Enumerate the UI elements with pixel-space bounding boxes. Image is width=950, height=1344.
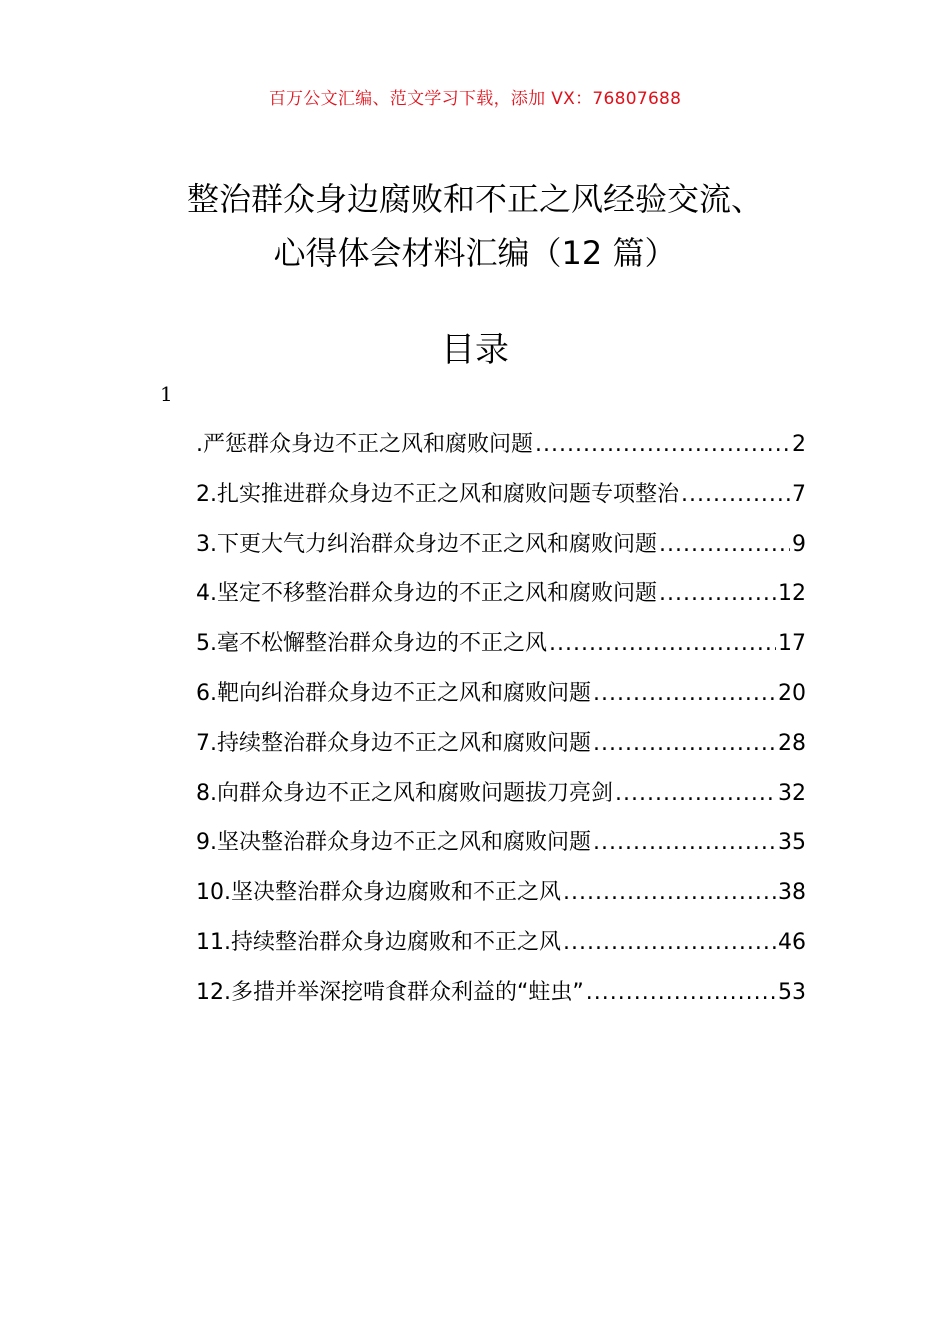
toc-entry[interactable] [196, 470, 806, 520]
toc-leader-dots [593, 818, 776, 868]
toc-leader-dots [593, 669, 776, 719]
toc-leader-dots [615, 769, 776, 819]
toc-entry-page: 35 [778, 830, 806, 856]
toc-entry[interactable] [196, 669, 806, 719]
toc-leader-dots [593, 719, 776, 769]
toc-entry[interactable] [196, 868, 806, 918]
toc-entry-page: 2 [792, 432, 806, 457]
toc-entry-page: 32 [778, 780, 806, 806]
toc-entry-title: 10.坚决整治群众身边腐败和不正之风 [196, 880, 561, 906]
toc-entry-page: 17 [778, 631, 806, 657]
toc-leader-dots [535, 420, 790, 470]
toc-entry-title: 11.持续整治群众身边腐败和不正之风 [196, 929, 561, 955]
toc-entry[interactable] [196, 569, 806, 619]
toc-entry-title: 8.向群众身边不正之风和腐败问题拔刀亮剑 [196, 780, 613, 806]
toc-entry[interactable] [196, 420, 806, 470]
toc-entry[interactable] [196, 818, 806, 868]
toc-entry-page: 28 [778, 730, 806, 756]
toc-entry-title: 7.持续整治群众身边不正之风和腐败问题 [196, 730, 591, 756]
toc-entry-page: 7 [792, 481, 806, 507]
toc-entry-title: 12.多措并举深挖啃食群众利益的“蛀虫” [196, 979, 584, 1005]
toc-entry-page: 53 [778, 979, 806, 1005]
toc-entry-title: .严惩群众身边不正之风和腐败问题 [196, 432, 533, 457]
toc-leader-dots [563, 918, 776, 968]
toc-entry[interactable] [196, 719, 806, 769]
toc-entry-title: 5.毫不松懈整治群众身边的不正之风 [196, 631, 547, 657]
toc-entry[interactable] [196, 918, 806, 968]
toc-entry-title: 6.靶向纠治群众身边不正之风和腐败问题 [196, 680, 591, 706]
toc-leader-dots [681, 470, 790, 520]
toc-entry-page: 38 [778, 880, 806, 906]
toc-heading: 目录 [441, 330, 509, 370]
document-title-line-2: 心得体会材料汇编（12 篇） [273, 234, 677, 272]
toc-leader-dots [659, 569, 776, 619]
toc-entry[interactable] [196, 968, 806, 1018]
document-title [0, 172, 950, 280]
document-title-line-1: 整治群众身边腐败和不正之风经验交流、 [186, 180, 763, 218]
toc-entry-page: 46 [778, 929, 806, 955]
toc-entry[interactable] [196, 520, 806, 570]
header-banner: 百万公文汇编、范文学习下载，添加 VX：76807688 [268, 89, 682, 109]
toc-entry-page: 9 [792, 531, 806, 557]
toc-entry-title: 9.坚决整治群众身边不正之风和腐败问题 [196, 830, 591, 856]
toc-entry[interactable] [196, 769, 806, 819]
toc-entry[interactable] [196, 619, 806, 669]
toc-leader-dots [586, 968, 776, 1018]
toc-leader-dots [659, 520, 790, 570]
toc-entry-title: 3.下更大气力纠治群众身边不正之风和腐败问题 [196, 531, 657, 557]
toc-entry-title: 4.坚定不移整治群众身边的不正之风和腐败问题 [196, 581, 657, 607]
toc-leader-dots [549, 619, 776, 669]
toc-entry-title: 2.扎实推进群众身边不正之风和腐败问题专项整治 [196, 481, 679, 507]
table-of-contents [196, 420, 806, 1018]
toc-entry-page: 20 [778, 680, 806, 706]
stray-number: 1 [160, 382, 173, 406]
toc-entry-page: 12 [778, 581, 806, 607]
toc-leader-dots [563, 868, 776, 918]
